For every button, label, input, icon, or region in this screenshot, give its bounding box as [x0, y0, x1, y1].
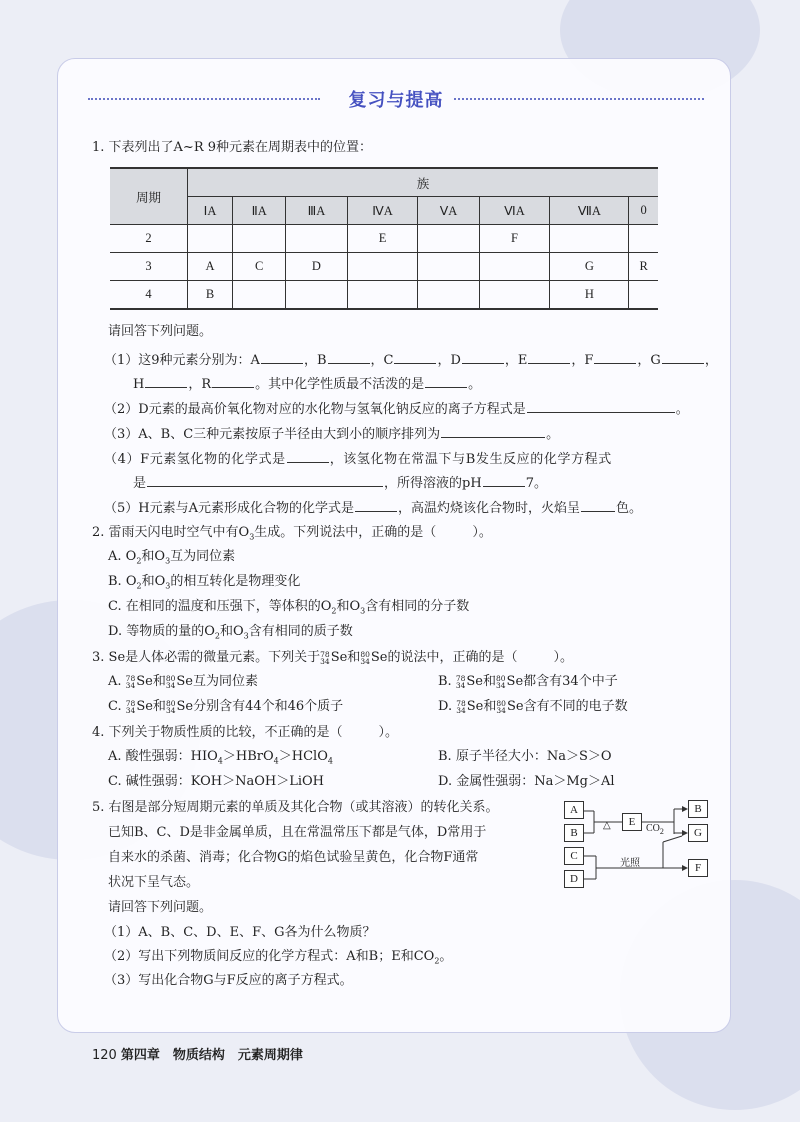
group-cell: ⅣA [347, 197, 418, 225]
element-cell [418, 253, 479, 281]
answer-paren[interactable] [437, 523, 471, 536]
answer-blank[interactable] [425, 374, 467, 388]
answer-blank[interactable] [145, 374, 187, 388]
diagram-box: B [564, 824, 584, 842]
element-cell [347, 253, 418, 281]
isotope-notation: 80 34 [360, 650, 370, 666]
answer-blank[interactable] [287, 449, 329, 463]
element-cell [188, 225, 233, 253]
q4-option-c[interactable]: C. 碱性强弱：KOH＞NaOH＞LiOH [108, 774, 325, 789]
element-cell: A [188, 253, 233, 281]
q5-line4: 状况下呈气态。 [108, 875, 200, 890]
answer-paren[interactable] [518, 648, 552, 661]
chapter-title: 第四章 物质结构 元素周期律 [120, 1048, 303, 1063]
answer-blank[interactable] [328, 350, 370, 364]
element-cell [479, 281, 550, 310]
page-title: 复习与提高 [348, 90, 444, 111]
q5-sub3: （3）写出化合物G与F反应的离子方程式。 [104, 973, 353, 988]
answer-blank[interactable] [527, 399, 675, 413]
periodic-table [110, 167, 658, 310]
group-cell: ⅠA [188, 197, 233, 225]
group-cell: ⅤA [418, 197, 479, 225]
q3-stem: 3. Se是人体必需的微量元素。下列关于78 34Se和80 34Se的说法中，正确的是（ ）。 [92, 650, 573, 666]
answer-blank[interactable] [528, 350, 570, 364]
element-cell: D [286, 253, 347, 281]
element-cell: H [550, 281, 629, 310]
q1-sub1-line2: H ，R 。其中化学性质最不活泼的是 。 [133, 374, 481, 394]
q4-option-a[interactable]: A. 酸性强弱：$HIO_4>HBrO_4>HClO_4$ [108, 749, 333, 766]
q5-sub2: （2）写出下列物质间反应的化学方程式：A和B；E和$CO_2$。 [104, 949, 453, 966]
element-cell [550, 225, 629, 253]
table-row [110, 281, 658, 310]
table-row [110, 253, 658, 281]
q1-prompt: 请回答下列问题。 [108, 324, 213, 339]
q2-option-d[interactable]: D. 等物质的量的$O_2$和$O_3$含有相同的质子数 [108, 624, 353, 641]
answer-blank[interactable] [261, 350, 303, 364]
diagram-box: E [622, 813, 642, 831]
diagram-box: B [688, 800, 708, 818]
section-header [88, 86, 704, 110]
q5-sub1: （1）A、B、C、D、E、F、G各为什么物质？ [104, 925, 376, 940]
q2-stem: 2. 雷雨天闪电时空气中有$O_3$生成。下列说法中，正确的是（ ）。 [92, 525, 492, 542]
diagram-box: G [688, 824, 708, 842]
diagram-box: C [564, 847, 584, 865]
q2-option-c[interactable]: C. 在相同的温度和压强下，等体积的$O_2$和$O_3$含有相同的分子数 [108, 599, 470, 616]
q1-sub2: （2）D元素的最高价氧化物对应的水化物与氢氧化钠反应的离子方程式是 。 [104, 399, 689, 419]
q4-stem: 4. 下列关于物质性质的比较，不正确的是（ ）。 [92, 725, 399, 740]
element-cell: F [479, 225, 550, 253]
diagram-box: F [688, 859, 708, 877]
element-cell [286, 225, 347, 253]
period-header: 周期 [110, 168, 188, 225]
q5-line1: 5. 右图是部分短周期元素的单质及其化合物（或其溶液）的转化关系。 [92, 800, 499, 815]
q2-option-a[interactable]: A. $O_2$和$O_3$互为同位素 [108, 549, 236, 566]
diagram-box: A [564, 801, 584, 819]
group-cell: ⅦA [550, 197, 629, 225]
group-cell: ⅥA [479, 197, 550, 225]
answer-paren[interactable] [344, 723, 378, 736]
q1-sub4-line2: 是 ，所得溶液的pH 7。 [133, 473, 547, 493]
group-cell: ⅢA [286, 197, 347, 225]
element-cell [347, 281, 418, 310]
period-cell: 4 [110, 281, 188, 310]
q1-sub4-line1: （4）F元素氢化物的化学式是 ，该氢化物在常温下与B发生反应的化学方程式 [104, 449, 612, 469]
element-cell [479, 253, 550, 281]
q5-prompt: 请回答下列问题。 [108, 900, 213, 915]
light-label: 光照 [620, 858, 640, 869]
q5-line3: 自来水的杀菌、消毒；化合物G的焰色试验呈黄色，化合物F通常 [108, 850, 479, 865]
q1-sub1-line1: （1）这9种元素分别为：A ，B ，C ，D ，E ，F ，G ， [104, 350, 718, 370]
co2-label: $CO_2$ [646, 823, 664, 836]
q4-option-b[interactable]: B. 原子半径大小：Na＞S＞O [438, 749, 612, 764]
diagram-box: D [564, 870, 584, 888]
element-cell [418, 281, 479, 310]
answer-blank[interactable] [483, 473, 525, 487]
answer-blank[interactable] [581, 498, 615, 512]
element-cell: B [188, 281, 233, 310]
heat-symbol: △ [603, 820, 611, 831]
q3-option-a[interactable]: A. 78 34Se和80 34Se互为同位素 [108, 674, 259, 690]
element-cell: C [233, 253, 286, 281]
answer-blank[interactable] [441, 424, 545, 438]
isotope-notation: 78 34 [320, 650, 330, 666]
element-cell [418, 225, 479, 253]
table-row [110, 225, 658, 253]
answer-blank[interactable] [594, 350, 636, 364]
answer-blank[interactable] [394, 350, 436, 364]
group-header: 族 [188, 168, 659, 197]
element-cell: G [550, 253, 629, 281]
q1-sub5: （5）H元素与A元素形成化合物的化学式是 ，高温灼烧该化合物时，火焰呈 色。 [104, 498, 642, 518]
answer-blank[interactable] [462, 350, 504, 364]
answer-blank[interactable] [355, 498, 397, 512]
period-cell: 3 [110, 253, 188, 281]
element-cell [286, 281, 347, 310]
element-cell [629, 225, 658, 253]
q4-option-d[interactable]: D. 金属性强弱：Na＞Mg＞Al [438, 774, 615, 789]
element-cell: R [629, 253, 658, 281]
q2-option-b[interactable]: B. $O_2$和$O_3$的相互转化是物理变化 [108, 574, 301, 591]
q3-option-c[interactable]: C. 78 34Se和80 34Se分别含有44个和46个质子 [108, 699, 344, 715]
element-cell [233, 281, 286, 310]
q5-line2: 已知B、C、D是非金属单质，且在常温常压下都是气体，D常用于 [108, 825, 487, 840]
group-cell: 0 [629, 197, 658, 225]
answer-blank[interactable] [662, 350, 704, 364]
element-cell [629, 281, 658, 310]
group-cell: ⅡA [233, 197, 286, 225]
q3-option-b[interactable]: B. 78 34Se和80 34Se都含有34个中子 [438, 674, 618, 690]
q1-sub3: （3）A、B、C三种元素按原子半径由大到小的顺序排列为 。 [104, 424, 559, 444]
period-cell: 2 [110, 225, 188, 253]
page-number: 120 [92, 1048, 117, 1063]
q1-stem: 1. 下表列出了A~R 9种元素在周期表中的位置： [92, 140, 373, 155]
page-footer [92, 1044, 303, 1063]
answer-blank[interactable] [212, 374, 254, 388]
q3-option-d[interactable]: D. 78 34Se和80 34Se含有不同的电子数 [438, 699, 628, 715]
element-cell [233, 225, 286, 253]
answer-blank[interactable] [147, 473, 383, 487]
element-cell: E [347, 225, 418, 253]
